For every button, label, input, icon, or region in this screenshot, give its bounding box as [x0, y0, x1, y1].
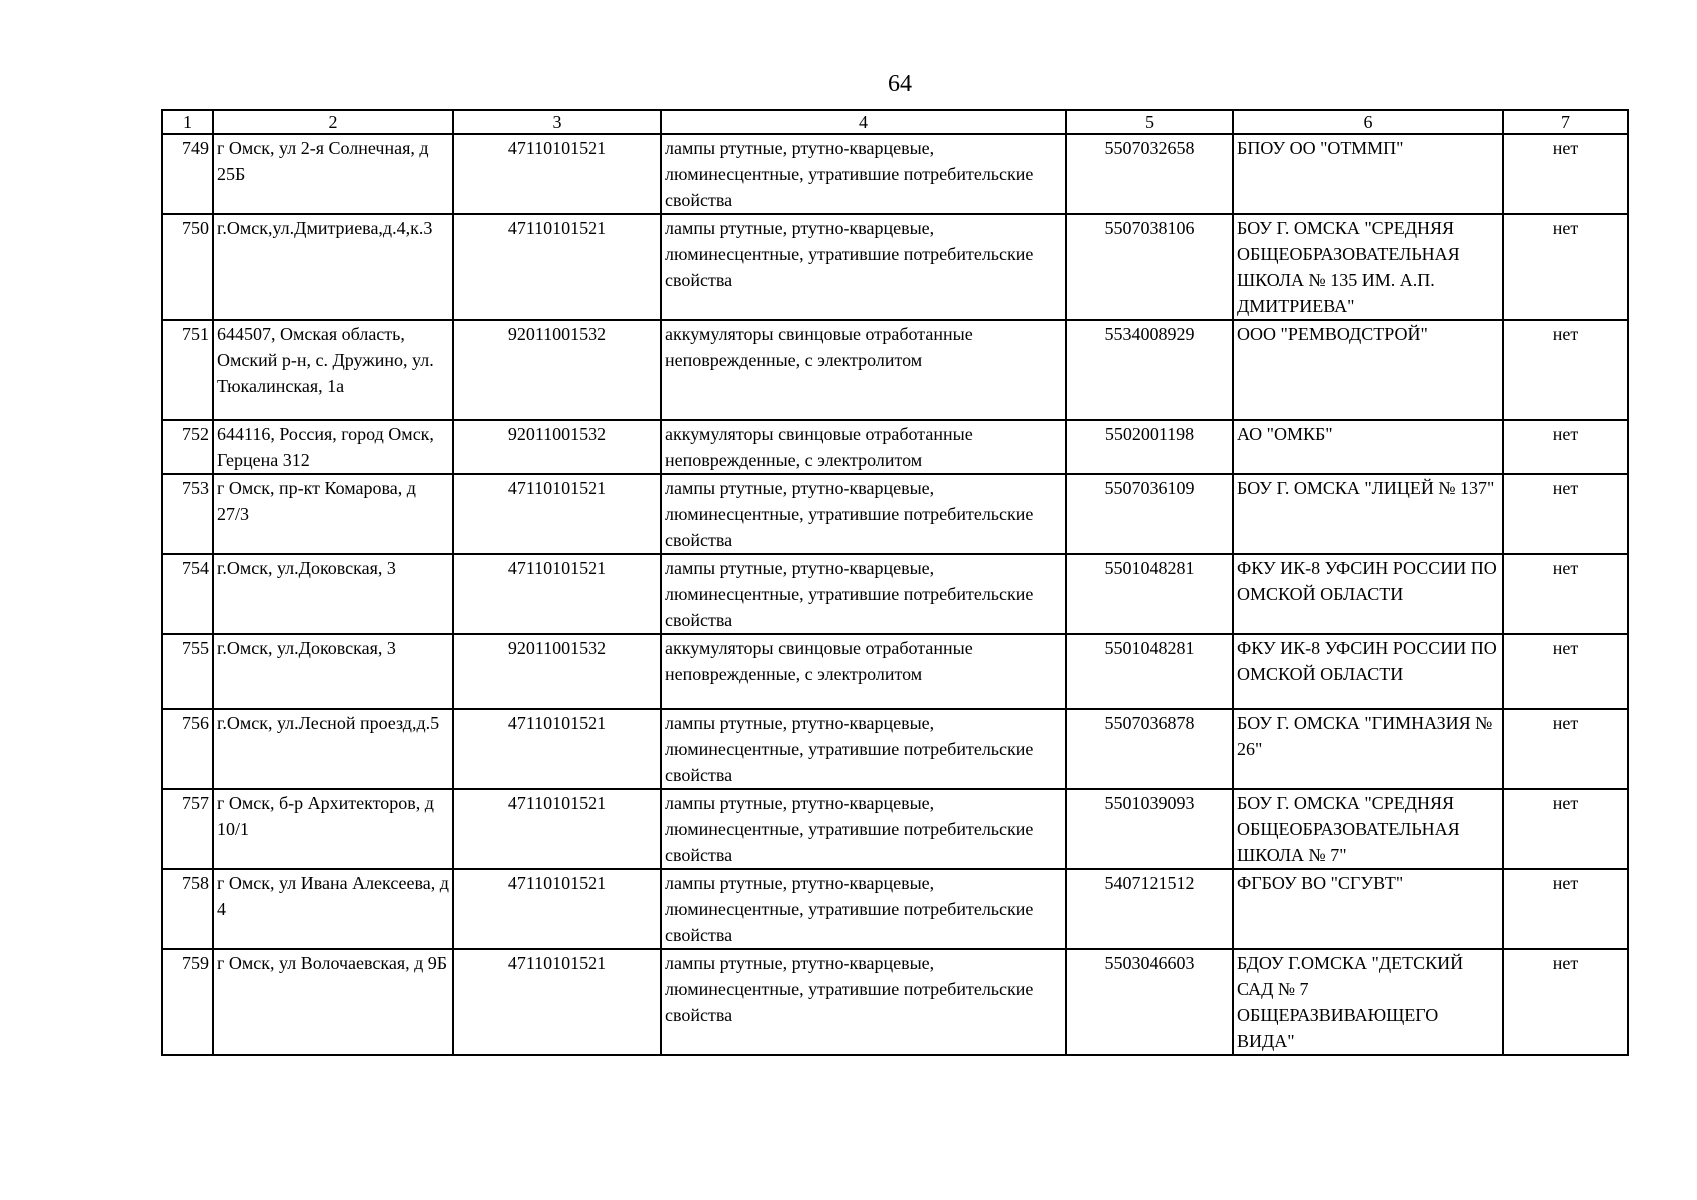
waste-code-cell: 47110101521 — [453, 869, 661, 949]
address-cell: г Омск, пр-кт Комарова, д 27/3 — [213, 474, 453, 554]
waste-description-cell: лампы ртутные, ртутно-кварцевые, люминесцентные, утратившие потребительские свойства — [661, 789, 1066, 869]
waste-description-cell: лампы ртутные, ртутно-кварцевые, люминесцентные, утратившие потребительские свойства — [661, 869, 1066, 949]
inn-cell: 5507032658 — [1066, 134, 1233, 214]
flag-cell: нет — [1503, 420, 1628, 474]
organization-cell: БОУ Г. ОМСКА "СРЕДНЯЯ ОБЩЕОБРАЗОВАТЕЛЬНАЯ ШКОЛА № 7" — [1233, 789, 1503, 869]
column-header: 7 — [1503, 110, 1628, 134]
organization-cell: ФКУ ИК-8 УФСИН РОССИИ ПО ОМСКОЙ ОБЛАСТИ — [1233, 554, 1503, 634]
flag-cell: нет — [1503, 709, 1628, 789]
inn-cell: 5501048281 — [1066, 634, 1233, 709]
table-row — [162, 420, 1628, 474]
address-cell: г.Омск, ул.Доковская, 3 — [213, 554, 453, 634]
organization-cell: ООО "РЕМВОДСТРОЙ" — [1233, 320, 1503, 420]
table-row — [162, 134, 1628, 214]
waste-description-cell: лампы ртутные, ртутно-кварцевые, люминесцентные, утратившие потребительские свойства — [661, 474, 1066, 554]
organization-cell: ФГБОУ ВО "СГУВТ" — [1233, 869, 1503, 949]
inn-cell: 5503046603 — [1066, 949, 1233, 1055]
organization-cell: БПОУ ОО "ОТММП" — [1233, 134, 1503, 214]
table-row — [162, 789, 1628, 869]
waste-description-cell: аккумуляторы свинцовые отработанные неповрежденные, с электролитом — [661, 634, 1066, 709]
address-cell: г.Омск,ул.Дмитриева,д.4,к.3 — [213, 214, 453, 320]
table-row — [162, 320, 1628, 420]
flag-cell: нет — [1503, 634, 1628, 709]
waste-description-cell: лампы ртутные, ртутно-кварцевые, люминесцентные, утратившие потребительские свойства — [661, 134, 1066, 214]
address-cell: г Омск, ул Волочаевская, д 9Б — [213, 949, 453, 1055]
waste-code-cell: 47110101521 — [453, 214, 661, 320]
row-number-cell: 758 — [162, 869, 213, 949]
organization-cell: БОУ Г. ОМСКА "ГИМНАЗИЯ № 26" — [1233, 709, 1503, 789]
address-cell: г Омск, ул Ивана Алексеева, д 4 — [213, 869, 453, 949]
row-number-cell: 752 — [162, 420, 213, 474]
waste-description-cell: аккумуляторы свинцовые отработанные неповрежденные, с электролитом — [661, 320, 1066, 420]
flag-cell: нет — [1503, 554, 1628, 634]
inn-cell: 5507036878 — [1066, 709, 1233, 789]
waste-code-cell: 47110101521 — [453, 554, 661, 634]
column-header: 3 — [453, 110, 661, 134]
page-number: 64 — [888, 71, 912, 97]
inn-cell: 5501048281 — [1066, 554, 1233, 634]
organization-cell: БОУ Г. ОМСКА "ЛИЦЕЙ № 137" — [1233, 474, 1503, 554]
inn-cell: 5507038106 — [1066, 214, 1233, 320]
row-number-cell: 753 — [162, 474, 213, 554]
row-number-cell: 751 — [162, 320, 213, 420]
waste-code-cell: 47110101521 — [453, 134, 661, 214]
flag-cell: нет — [1503, 869, 1628, 949]
column-header: 6 — [1233, 110, 1503, 134]
row-number-cell: 759 — [162, 949, 213, 1055]
table-row — [162, 869, 1628, 949]
waste-code-cell: 92011001532 — [453, 320, 661, 420]
flag-cell: нет — [1503, 949, 1628, 1055]
address-cell: 644116, Россия, город Омск, Герцена 312 — [213, 420, 453, 474]
table-row — [162, 214, 1628, 320]
inn-cell: 5534008929 — [1066, 320, 1233, 420]
inn-cell: 5507036109 — [1066, 474, 1233, 554]
organization-cell: БДОУ Г.ОМСКА "ДЕТСКИЙ САД № 7 ОБЩЕРАЗВИВАЮЩЕГО ВИДА" — [1233, 949, 1503, 1055]
flag-cell: нет — [1503, 320, 1628, 420]
waste-description-cell: лампы ртутные, ртутно-кварцевые, люминесцентные, утратившие потребительские свойства — [661, 949, 1066, 1055]
address-cell: г.Омск, ул.Доковская, 3 — [213, 634, 453, 709]
address-cell: г.Омск, ул.Лесной проезд,д.5 — [213, 709, 453, 789]
waste-description-cell: лампы ртутные, ртутно-кварцевые, люминесцентные, утратившие потребительские свойства — [661, 214, 1066, 320]
address-cell: 644507, Омская область, Омский р-н, с. Дружино, ул. Тюкалинская, 1а — [213, 320, 453, 420]
address-cell: г Омск, б-р Архитекторов, д 10/1 — [213, 789, 453, 869]
table-row — [162, 554, 1628, 634]
waste-code-cell: 92011001532 — [453, 420, 661, 474]
flag-cell: нет — [1503, 214, 1628, 320]
waste-description-cell: лампы ртутные, ртутно-кварцевые, люминесцентные, утратившие потребительские свойства — [661, 709, 1066, 789]
waste-code-cell: 47110101521 — [453, 709, 661, 789]
column-header: 4 — [661, 110, 1066, 134]
column-header: 2 — [213, 110, 453, 134]
row-number-cell: 749 — [162, 134, 213, 214]
waste-code-cell: 47110101521 — [453, 789, 661, 869]
row-number-cell: 750 — [162, 214, 213, 320]
inn-cell: 5502001198 — [1066, 420, 1233, 474]
flag-cell: нет — [1503, 474, 1628, 554]
header-row — [162, 110, 1628, 134]
row-number-cell: 757 — [162, 789, 213, 869]
table-row — [162, 709, 1628, 789]
inn-cell: 5501039093 — [1066, 789, 1233, 869]
row-number-cell: 756 — [162, 709, 213, 789]
row-number-cell: 755 — [162, 634, 213, 709]
waste-code-cell: 92011001532 — [453, 634, 661, 709]
waste-registry-table — [161, 109, 1629, 1056]
organization-cell: БОУ Г. ОМСКА "СРЕДНЯЯ ОБЩЕОБРАЗОВАТЕЛЬНАЯ ШКОЛА № 135 ИМ. А.П. ДМИТРИЕВА" — [1233, 214, 1503, 320]
waste-description-cell: аккумуляторы свинцовые отработанные неповрежденные, с электролитом — [661, 420, 1066, 474]
flag-cell: нет — [1503, 134, 1628, 214]
row-number-cell: 754 — [162, 554, 213, 634]
organization-cell: ФКУ ИК-8 УФСИН РОССИИ ПО ОМСКОЙ ОБЛАСТИ — [1233, 634, 1503, 709]
table-row — [162, 949, 1628, 1055]
column-header: 1 — [162, 110, 213, 134]
waste-description-cell: лампы ртутные, ртутно-кварцевые, люминесцентные, утратившие потребительские свойства — [661, 554, 1066, 634]
flag-cell: нет — [1503, 789, 1628, 869]
waste-code-cell: 47110101521 — [453, 949, 661, 1055]
organization-cell: АО "ОМКБ" — [1233, 420, 1503, 474]
table-row — [162, 474, 1628, 554]
column-header: 5 — [1066, 110, 1233, 134]
inn-cell: 5407121512 — [1066, 869, 1233, 949]
table-row — [162, 634, 1628, 709]
address-cell: г Омск, ул 2-я Солнечная, д 25Б — [213, 134, 453, 214]
waste-code-cell: 47110101521 — [453, 474, 661, 554]
